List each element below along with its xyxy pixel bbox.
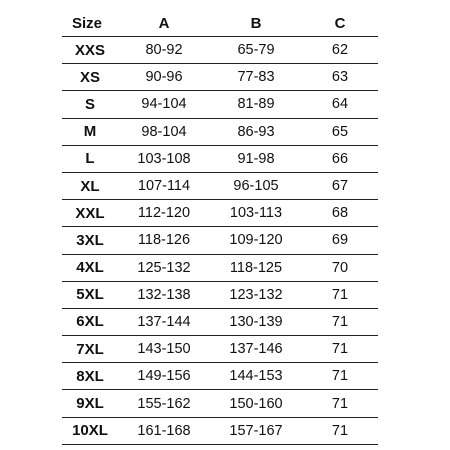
row-a-cell: 161-168 <box>118 417 210 444</box>
row-c-cell: 71 <box>302 336 378 363</box>
table-row <box>62 417 378 444</box>
row-a-cell: 118-126 <box>118 227 210 254</box>
row-c-cell: 68 <box>302 200 378 227</box>
row-a-cell: 103-108 <box>118 145 210 172</box>
row-a-cell: 149-156 <box>118 363 210 390</box>
row-c-cell: 66 <box>302 145 378 172</box>
row-size-cell: XXL <box>62 200 118 227</box>
table-row <box>62 308 378 335</box>
row-c-cell: 69 <box>302 227 378 254</box>
row-b-cell: 91-98 <box>210 145 302 172</box>
row-size-cell: 8XL <box>62 363 118 390</box>
table-row <box>62 64 378 91</box>
row-c-cell: 71 <box>302 308 378 335</box>
row-c-cell: 71 <box>302 363 378 390</box>
row-a-cell: 90-96 <box>118 64 210 91</box>
row-a-cell: 155-162 <box>118 390 210 417</box>
row-b-cell: 86-93 <box>210 118 302 145</box>
row-size-cell: 6XL <box>62 308 118 335</box>
row-b-cell: 137-146 <box>210 336 302 363</box>
table-body <box>62 37 378 445</box>
table-row <box>62 200 378 227</box>
row-b-cell: 118-125 <box>210 254 302 281</box>
table-row <box>62 172 378 199</box>
table-row <box>62 363 378 390</box>
row-a-cell: 125-132 <box>118 254 210 281</box>
row-c-cell: 64 <box>302 91 378 118</box>
row-b-cell: 96-105 <box>210 172 302 199</box>
header-b: B <box>210 10 302 37</box>
row-b-cell: 130-139 <box>210 308 302 335</box>
row-b-cell: 150-160 <box>210 390 302 417</box>
row-size-cell: S <box>62 91 118 118</box>
row-c-cell: 71 <box>302 417 378 444</box>
row-c-cell: 71 <box>302 281 378 308</box>
row-a-cell: 137-144 <box>118 308 210 335</box>
row-size-cell: XL <box>62 172 118 199</box>
row-b-cell: 77-83 <box>210 64 302 91</box>
row-size-cell: XXS <box>62 37 118 64</box>
header-a: A <box>118 10 210 37</box>
table-row <box>62 145 378 172</box>
size-chart-table <box>62 10 378 445</box>
table-row <box>62 281 378 308</box>
row-c-cell: 62 <box>302 37 378 64</box>
row-c-cell: 70 <box>302 254 378 281</box>
row-b-cell: 123-132 <box>210 281 302 308</box>
table-row <box>62 227 378 254</box>
header-row <box>62 10 378 37</box>
row-size-cell: 3XL <box>62 227 118 254</box>
row-c-cell: 65 <box>302 118 378 145</box>
row-a-cell: 94-104 <box>118 91 210 118</box>
row-size-cell: L <box>62 145 118 172</box>
row-size-cell: 10XL <box>62 417 118 444</box>
row-a-cell: 112-120 <box>118 200 210 227</box>
row-b-cell: 65-79 <box>210 37 302 64</box>
row-a-cell: 107-114 <box>118 172 210 199</box>
table-header <box>62 10 378 37</box>
row-size-cell: 4XL <box>62 254 118 281</box>
row-size-cell: 9XL <box>62 390 118 417</box>
table-row <box>62 254 378 281</box>
table-row <box>62 37 378 64</box>
row-b-cell: 157-167 <box>210 417 302 444</box>
row-b-cell: 144-153 <box>210 363 302 390</box>
header-c: C <box>302 10 378 37</box>
row-a-cell: 98-104 <box>118 118 210 145</box>
row-size-cell: M <box>62 118 118 145</box>
table-row <box>62 390 378 417</box>
row-size-cell: 7XL <box>62 336 118 363</box>
row-a-cell: 143-150 <box>118 336 210 363</box>
row-size-cell: 5XL <box>62 281 118 308</box>
table-row <box>62 91 378 118</box>
header-size: Size <box>62 10 118 37</box>
row-b-cell: 109-120 <box>210 227 302 254</box>
row-a-cell: 132-138 <box>118 281 210 308</box>
row-c-cell: 63 <box>302 64 378 91</box>
row-b-cell: 81-89 <box>210 91 302 118</box>
table-row <box>62 118 378 145</box>
row-c-cell: 71 <box>302 390 378 417</box>
row-c-cell: 67 <box>302 172 378 199</box>
row-a-cell: 80-92 <box>118 37 210 64</box>
table-row <box>62 336 378 363</box>
row-b-cell: 103-113 <box>210 200 302 227</box>
row-size-cell: XS <box>62 64 118 91</box>
